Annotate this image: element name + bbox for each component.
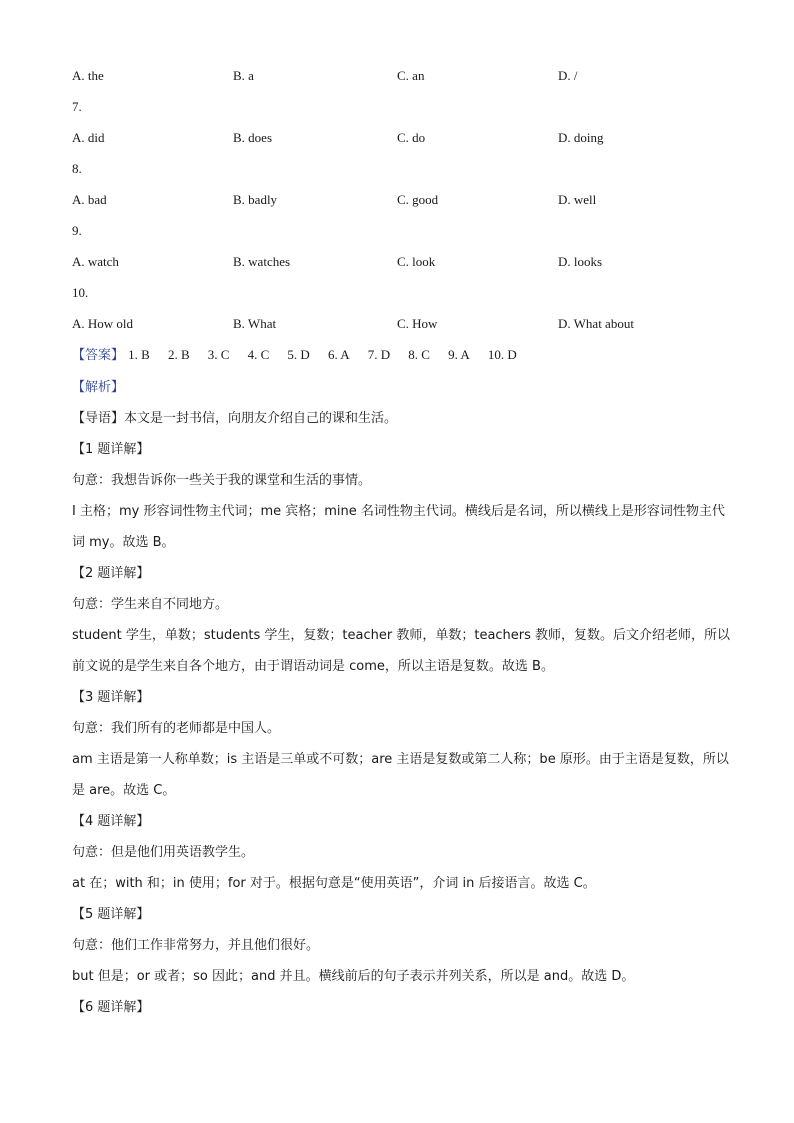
answer-item: 2. B: [167, 347, 190, 362]
answer-item: 1. B: [128, 347, 150, 362]
intro-line: 【导语】本文是一封书信，向朋友介绍自己的课和生活。: [72, 411, 398, 426]
answer-item: 9. A: [448, 347, 470, 362]
question-number-8: 8.: [72, 161, 82, 176]
answer-item: 3. C: [207, 347, 230, 362]
detail-explanation-2: student 学生，单数；students 学生，复数；teacher 教师，单数；teachers 教师，复数。后文介绍老师，所以前文说的是学生来自各个地方，由于谓语动词是 come，所以主语是复数。故选 B。: [72, 628, 731, 674]
detail-meaning-4: 句意：但是他们用英语教学生。: [72, 845, 255, 860]
detail-meaning-1: 句意：我想告诉你一些关于我的课堂和生活的事情。: [72, 473, 372, 488]
detail-explanation-1: I 主格；my 形容词性物主代词；me 宾格；mine 名词性物主代词。横线后是名词，所以横线上是形容词性物主代词 my。故选 B。: [72, 504, 725, 550]
answer-item: 10. D: [487, 347, 517, 362]
question-9-options: [72, 248, 732, 276]
detail-heading-3: 【3 题详解】: [72, 690, 150, 705]
detail-explanation-4: at 在；with 和；in 使用；for 对于。根据句意是“使用英语”，介词 in 后接语言。故选 C。: [72, 876, 596, 891]
detail-heading-2: 【2 题详解】: [72, 566, 150, 581]
answer-key: [72, 338, 732, 372]
answer-item: 5. D: [287, 347, 310, 362]
answer-item: 7. D: [367, 347, 391, 362]
detail-heading-1: 【1 题详解】: [72, 442, 150, 457]
option-d: D. /: [558, 68, 578, 83]
detail-meaning-5: 句意：他们工作非常努力，并且他们很好。: [72, 938, 320, 953]
question-7-options: [72, 124, 732, 152]
question-8-options: [72, 186, 732, 214]
option-d: D. looks: [558, 254, 603, 269]
document-page: [72, 62, 732, 1023]
option-a: A. the: [72, 68, 104, 83]
analysis-tag: 【解析】: [72, 380, 125, 395]
question-number-10: 10.: [72, 285, 89, 300]
detail-heading-5: 【5 题详解】: [72, 907, 150, 922]
detail-explanation-3: am 主语是第一人称单数；is 主语是三单或不可数；are 主语是复数或第二人称；be 原形。由于主语是复数，所以是 are。故选 C。: [72, 752, 729, 798]
option-a: A. did: [72, 130, 105, 145]
option-d: D. What about: [558, 316, 634, 331]
answer-item: 4. C: [247, 347, 270, 362]
option-c: C. How: [397, 316, 438, 331]
option-b: B. a: [233, 68, 254, 83]
detail-explanation-5: but 但是；or 或者；so 因此；and 并且。横线前后的句子表示并列关系，所以是 and。故选 D。: [72, 969, 635, 984]
question-number-7: 7.: [72, 99, 82, 114]
option-b: B. does: [233, 130, 272, 145]
option-d: D. doing: [558, 130, 604, 145]
option-c: C. do: [397, 130, 426, 145]
option-c: C. good: [397, 192, 439, 207]
answer-item: 6. A: [327, 347, 350, 362]
option-a: A. How old: [72, 316, 134, 331]
option-b: B. watches: [233, 254, 291, 269]
detail-meaning-2: 句意：学生来自不同地方。: [72, 597, 229, 612]
question-number-9: 9.: [72, 223, 82, 238]
option-a: A. watch: [72, 254, 119, 269]
option-c: C. look: [397, 254, 436, 269]
detail-meaning-3: 句意：我们所有的老师都是中国人。: [72, 721, 281, 736]
detail-heading-6: 【6 题详解】: [72, 1000, 150, 1015]
question-6-options: [72, 62, 732, 90]
option-a: A. bad: [72, 192, 107, 207]
detail-heading-4: 【4 题详解】: [72, 814, 150, 829]
option-b: B. badly: [233, 192, 278, 207]
option-c: C. an: [397, 68, 425, 83]
answer-item: 8. C: [408, 347, 430, 362]
question-10-options: [72, 310, 732, 338]
option-d: D. well: [558, 192, 597, 207]
analysis-heading: [72, 372, 732, 403]
option-b: B. What: [233, 316, 277, 331]
answer-tag: 【答案】: [72, 348, 125, 363]
